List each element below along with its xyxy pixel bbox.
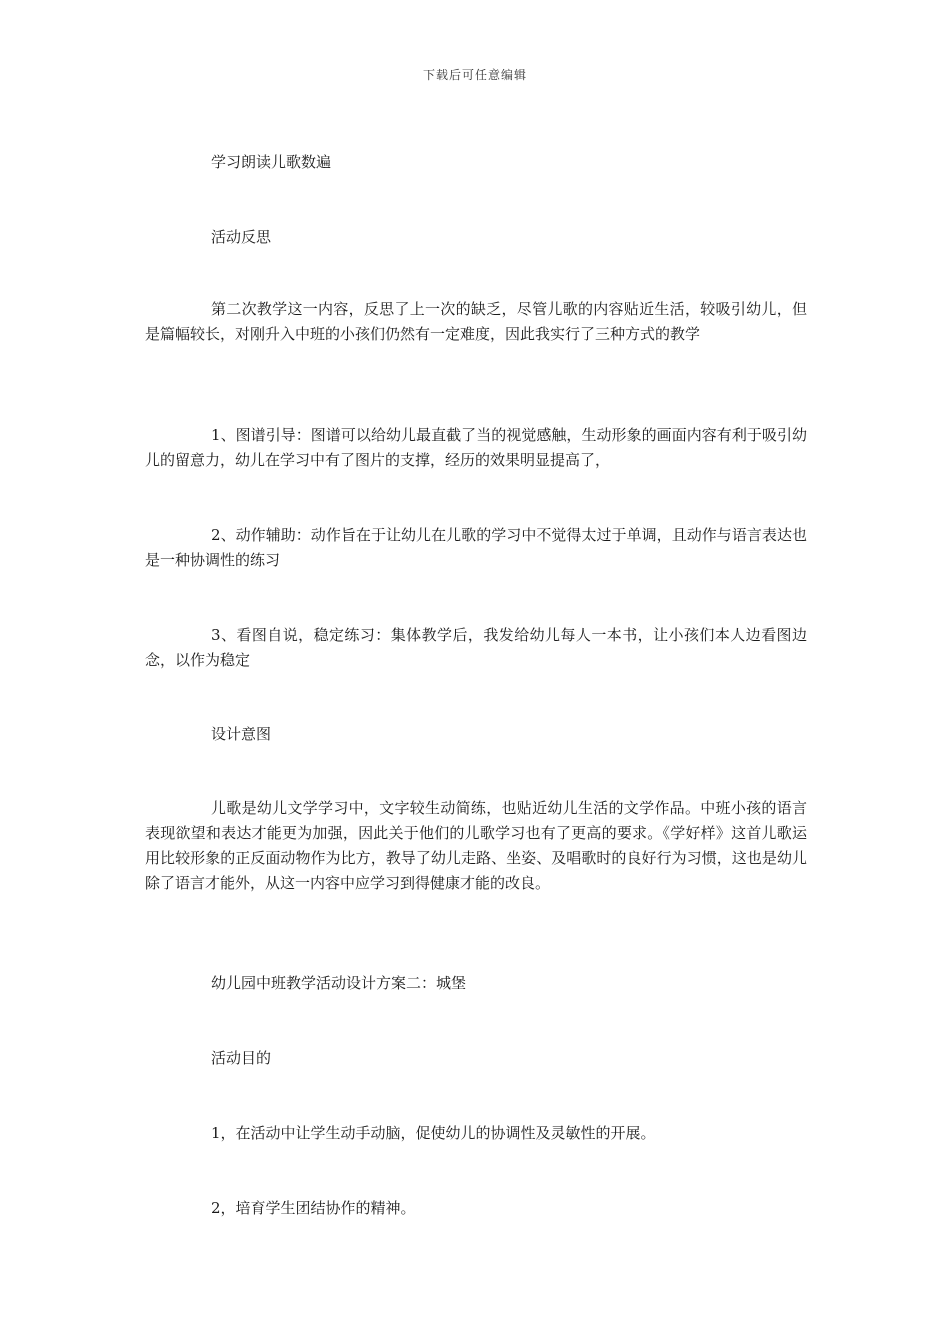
reflection-paragraph: 第二次教学这一内容，反思了上一次的缺乏，尽管儿歌的内容贴近生活，较吸引幼儿，但是篇幅较长，对刚升入中班的小孩们仍然有一定难度，因此我实行了三种方式的教学 [145,300,807,343]
method-item-3: 3、看图自说，稳定练习：集体教学后，我发给幼儿每人一本书，让小孩们本人边看图边念，以作为稳定 [145,626,807,669]
method-item-1: 1、图谱引导：图谱可以给幼儿最直截了当的视觉感触，生动形象的画面内容有利于吸引幼儿的留意力，幼儿在学习中有了图片的支撑，经历的效果明显提高了， [145,426,807,469]
method-item-2: 2、动作辅助：动作旨在于让幼儿在儿歌的学习中不觉得太过于单调，且动作与语言表达也是一种协调性的练习 [145,526,807,569]
page-header-note: 下载后可任意编辑 [422,68,527,82]
objective-item-2: 2，培育学生团结协作的精神。 [211,1199,416,1217]
section-heading-reflection: 活动反思 [211,228,272,246]
objective-item-1: 1，在活动中让学生动手动脑，促使幼儿的协调性及灵敏性的开展。 [211,1124,656,1142]
section-heading-design-intent: 设计意图 [211,725,272,743]
step-heading: 学习朗读儿歌数遍 [211,153,332,171]
design-intent-paragraph: 儿歌是幼儿文学学习中，文字较生动简练，也贴近幼儿生活的文学作品。中班小孩的语言表现欲望和表达才能更为加强，因此关于他们的儿歌学习也有了更高的要求。《学好样》这首儿歌运用比较形象的正反面动物作为比方，教导了幼儿走路、坐姿、及唱歌时的良好行为习惯，这也是幼儿除了语言才能外，从这一内容中应学习到得健康才能的改良。 [145,799,807,892]
section-heading-objectives: 活动目的 [211,1049,272,1067]
plan-two-title: 幼儿园中班教学活动设计方案二：城堡 [211,974,467,992]
